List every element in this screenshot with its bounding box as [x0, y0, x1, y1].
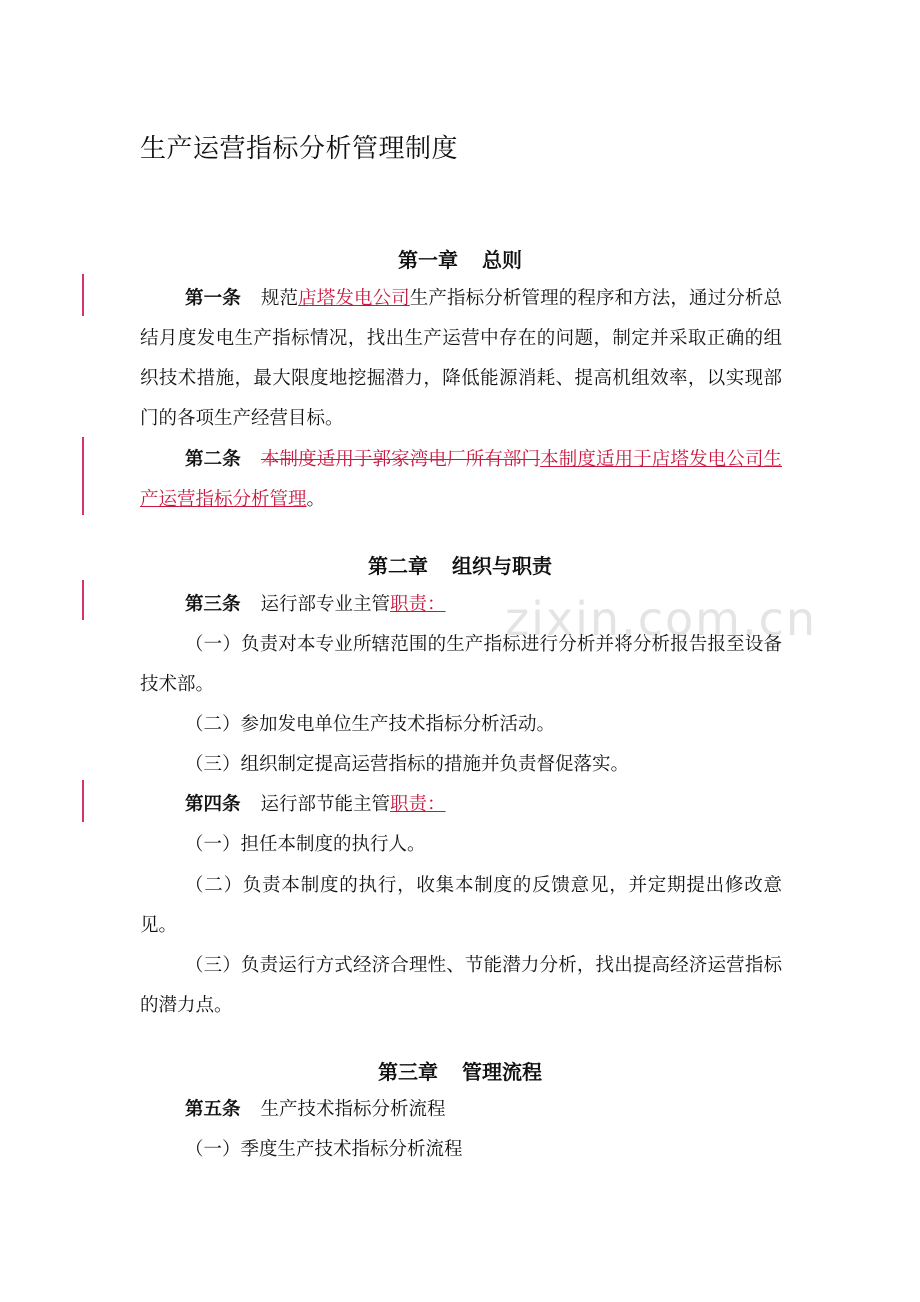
watermark: zixin.com.cn: [505, 592, 818, 646]
list-item: （一）负责对本专业所辖范围的生产指标进行分析并将分析报告报至设备技术部。: [140, 634, 782, 695]
chapter-title: 组织与职责: [452, 554, 552, 578]
inserted-text: 职责：: [390, 794, 446, 815]
revision-change-bar: [82, 580, 84, 620]
article-3: [185, 585, 446, 625]
revision-change-bar: [82, 780, 84, 822]
chapter-heading-3: [140, 1056, 780, 1085]
list-item: （三）负责运行方式经济合理性、节能潜力分析，找出提高经济运营指标的潜力点。: [140, 955, 782, 1016]
revision-change-bar: [82, 274, 84, 316]
list-item: （二）参加发电单位生产技术指标分析活动。: [185, 714, 556, 735]
chapter-number: 第三章: [378, 1060, 438, 1084]
article-label: 第五条: [185, 1099, 241, 1120]
article-5: [185, 1090, 446, 1130]
article-text: 。: [306, 489, 326, 510]
deleted-text: 本制度适用于郭家湾电厂所有部门: [260, 449, 541, 470]
chapter-title: 总则: [482, 248, 522, 272]
list-item: （一）季度生产技术指标分析流程: [185, 1139, 463, 1160]
chapter-title: 管理流程: [462, 1060, 542, 1084]
article-4: [185, 785, 446, 825]
chapter-number: 第一章: [398, 248, 458, 272]
list-item: （三）组织制定提高运营指标的措施并负责督促落实。: [185, 754, 630, 775]
chapter-number: 第二章: [368, 554, 428, 578]
article-label: 第四条: [185, 794, 241, 815]
document-title: 生产运营指标分析管理制度: [140, 134, 459, 164]
inserted-text: 本制度适用于店塔发电公司生产运营指标分析管理: [140, 449, 782, 510]
article-text: 运行部节能主管: [260, 794, 391, 815]
chapter-heading-2: [140, 550, 780, 579]
inserted-text: 职责：: [390, 594, 446, 615]
article-label: 第一条: [185, 288, 241, 309]
article-label: 第二条: [185, 449, 241, 470]
article-text: 运行部专业主管: [260, 594, 391, 615]
article-text: 规范: [260, 288, 299, 309]
inserted-text: 店塔发电公司: [298, 288, 410, 309]
article-label: 第三条: [185, 594, 241, 615]
list-item: （一）担任本制度的执行人。: [185, 834, 426, 855]
chapter-heading-1: [140, 244, 780, 273]
article-text: 生产指标分析管理的程序和方法，通过分析总结月度发电生产指标情况，找出生产运营中存在的问题，制定并采取正确的组织技术措施，最大限度地挖掘潜力，降低能源消耗、提高机组效率，以实现部门的各项生产经营目标。: [140, 288, 782, 429]
article-1: [140, 279, 782, 439]
revision-change-bar: [82, 437, 84, 515]
article-text: 生产技术指标分析流程: [260, 1099, 446, 1120]
article-2: [140, 440, 782, 520]
list-item: （二）负责本制度的执行，收集本制度的反馈意见，并定期提出修改意见。: [140, 875, 782, 936]
